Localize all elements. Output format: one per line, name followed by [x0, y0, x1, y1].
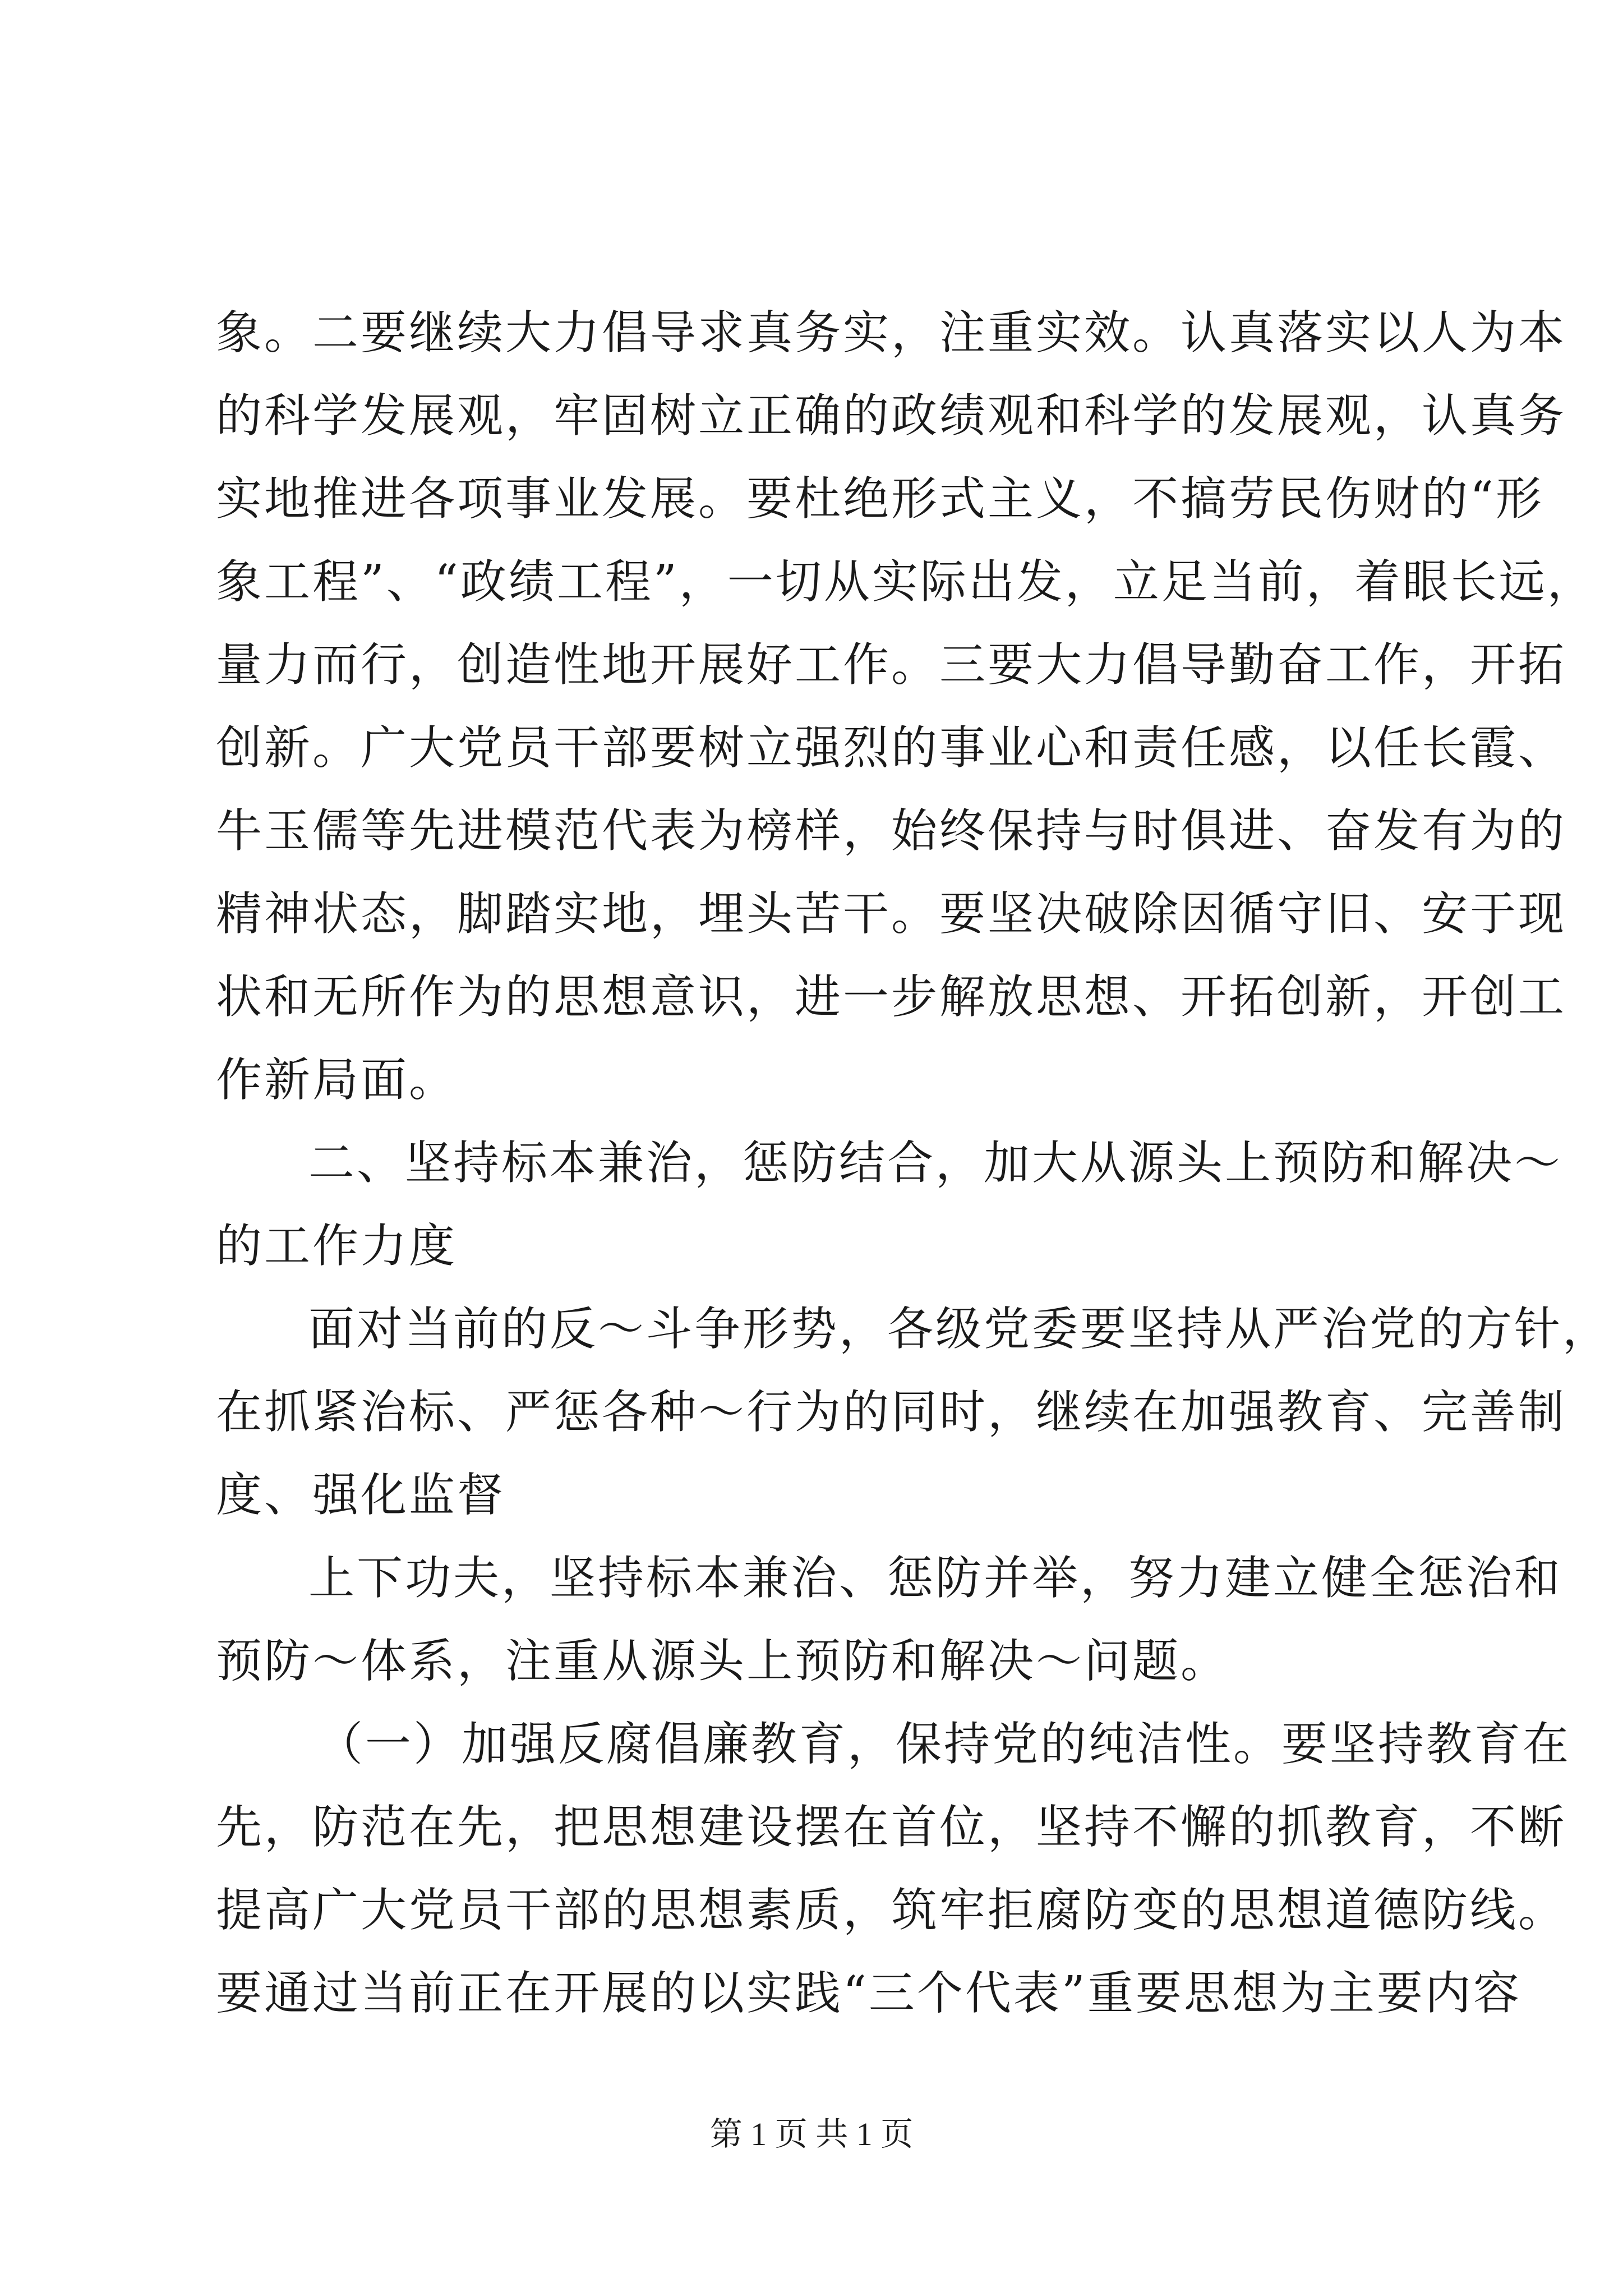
text-line: 面对当前的反～斗争形势，各级党委要坚持从严治党的方针，: [308, 1303, 1611, 1356]
text-line: 状和无所作为的思想意识，进一步解放思想、开拓创新，开创工: [216, 970, 1567, 1024]
section-heading: 二、坚持标本兼治，惩防结合，加大从源头上预防和解决～: [308, 1137, 1563, 1190]
text-line: 创新。广大党员干部要树立强烈的事业心和责任感，以任长霞、: [216, 721, 1567, 775]
text-line: 象。二要继续大力倡导求真务实，注重实效。认真落实以人为本: [216, 306, 1567, 360]
text-line: 上下功夫，坚持标本兼治、惩防并举，努力建立健全惩治和: [308, 1552, 1563, 1605]
text-line: 精神状态，脚踏实地，埋头苦干。要坚决破除因循守旧、安于现: [216, 887, 1567, 941]
page-footer: 第 1 页 共 1 页: [709, 2116, 914, 2152]
text-line: 要通过当前正在开展的以实践“三个代表”重要思想为主要内容: [216, 1967, 1521, 2020]
text-line: 作新局面。: [216, 1053, 458, 1107]
text-line: 度、强化监督: [216, 1469, 506, 1522]
section-heading-continued: 的工作力度: [216, 1220, 458, 1273]
text-line: 预防～体系，注重从源头上预防和解决～问题。: [216, 1635, 1229, 1688]
text-line: 先，防范在先，把思想建设摆在首位，坚持不懈的抓教育，不断: [216, 1801, 1567, 1854]
text-line: 提高广大党员干部的思想素质，筑牢拒腐防变的思想道德防线。: [216, 1884, 1567, 1937]
text-line: 实地推进各项事业发展。要杜绝形式主义，不搞劳民伤财的“形: [216, 472, 1544, 526]
text-line: 象工程”、“政绩工程”，一切从实际出发，立足当前，着眼长远，: [216, 555, 1596, 609]
text-line: 的科学发展观，牢固树立正确的政绩观和科学的发展观，认真务: [216, 389, 1567, 443]
text-line: 量力而行，创造性地开展好工作。三要大力倡导勤奋工作，开拓: [216, 638, 1567, 692]
text-line: 在抓紧治标、严惩各种～行为的同时，继续在加强教育、完善制: [216, 1386, 1567, 1439]
text-line: 牛玉儒等先进模范代表为榜样，始终保持与时俱进、奋发有为的: [216, 804, 1567, 858]
document-body: [216, 292, 1611, 2035]
subsection-line: （一）加强反腐倡廉教育，保持党的纯洁性。要坚持教育在: [317, 1718, 1571, 1771]
